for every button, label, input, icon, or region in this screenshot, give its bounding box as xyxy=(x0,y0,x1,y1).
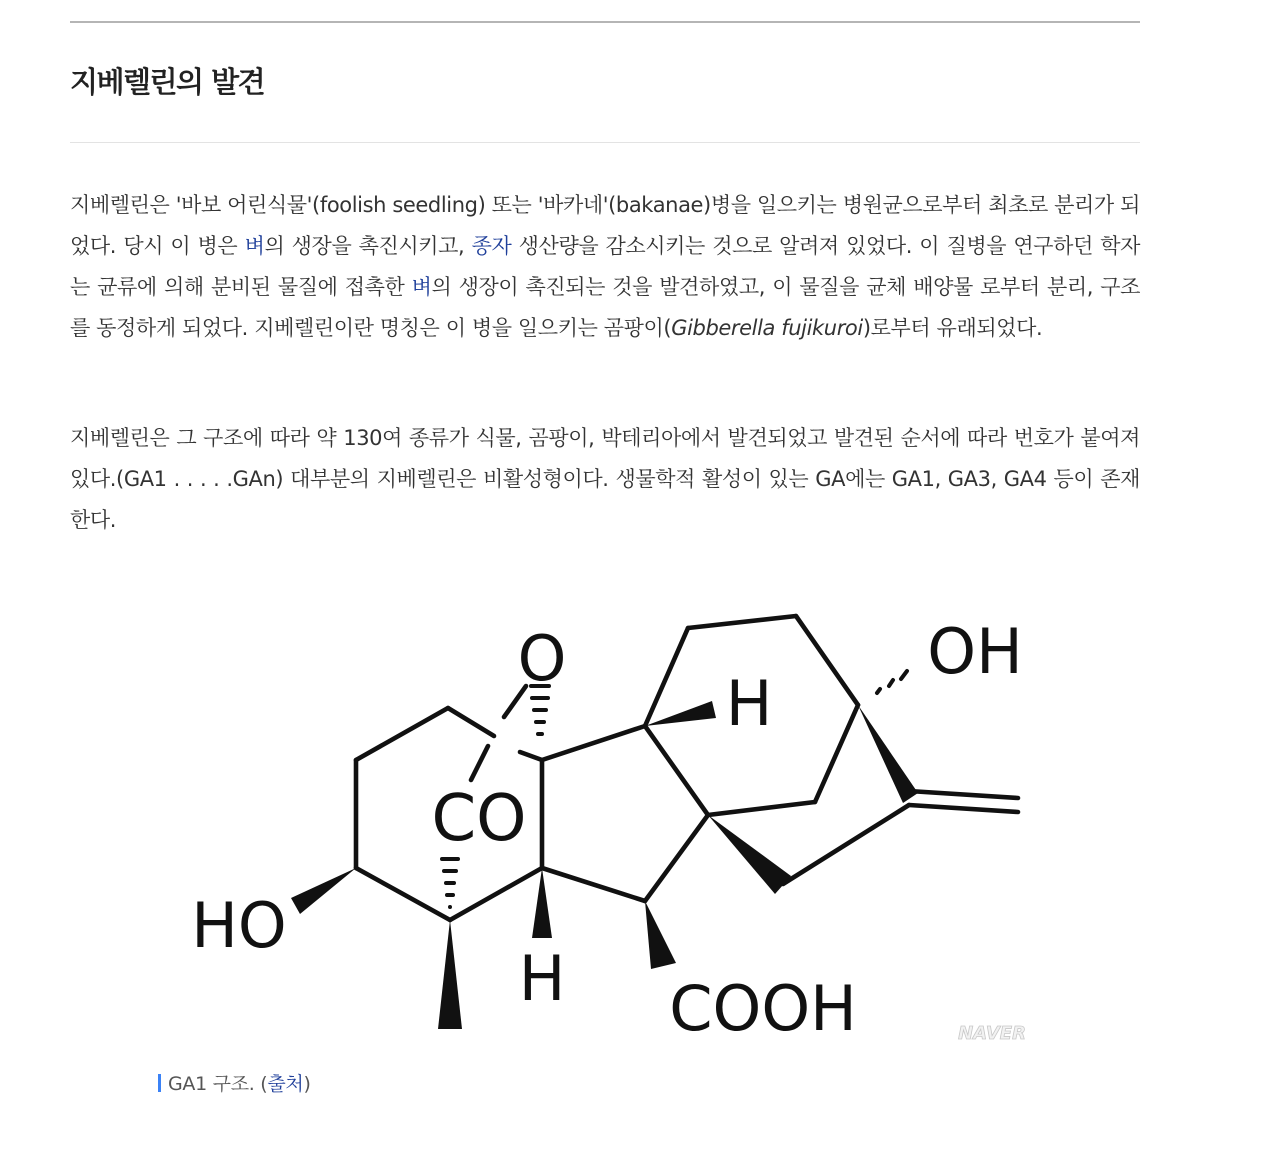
heading-divider xyxy=(70,142,1140,143)
section-heading: 지베렐린의 발견 xyxy=(70,65,265,99)
caption-accent-bar xyxy=(158,1074,161,1092)
caption-text: GA1 구조. ( xyxy=(168,1073,268,1095)
atom-carboxyl: COOH xyxy=(669,972,857,1045)
atom-carbonyl: CO xyxy=(431,782,527,856)
top-divider xyxy=(70,21,1140,23)
naver-watermark: NAVER xyxy=(958,1023,1026,1044)
ga1-structure-diagram xyxy=(180,596,1040,1046)
caption-source-link[interactable]: 출처 xyxy=(267,1073,304,1095)
single-bonds xyxy=(356,616,909,920)
link-seed[interactable]: 종자 xyxy=(471,234,512,258)
ga1-structure-figure xyxy=(180,596,1040,1046)
link-rice[interactable]: 벼 xyxy=(411,275,432,299)
atom-hydroxyl-left: HO xyxy=(191,889,287,962)
paragraph-text: 생산량을 감소시키는 것으로 알려져 있었다. 이 질병을 연구하던 학자는 균류에 의해 분비된 물질에 접촉한 xyxy=(70,234,1141,299)
paragraph-text: 의 생장을 촉진시키고, xyxy=(264,234,472,258)
atom-hydrogen-upper: H xyxy=(725,667,773,740)
species-name: Gibberella fujikuroi xyxy=(671,316,863,340)
paragraph-text: 의 생장이 촉진되는 것을 발견하였고, 이 물질을 균체 배양물 로부터 분리, 구조를 동정하게 되었다. 지베렐린이란 명칭은 이 병을 일으키는 곰팡이( xyxy=(70,275,1140,340)
paragraph-discovery xyxy=(70,185,1140,349)
paragraph-text: 지베렐린은 '바보 어린식물'(foolish seedling) 또는 '바카네'(bakanae)병을 일으키는 병원균으로부터 최초로 분리가 되었다. 당시 이 병은 xyxy=(70,193,1140,258)
link-rice[interactable]: 벼 xyxy=(244,234,265,258)
paragraph-text: )로부터 유래되었다. xyxy=(862,316,1043,340)
atom-hydrogen-lower: H xyxy=(518,942,566,1015)
atom-hydroxyl-right: OH xyxy=(927,615,1023,688)
figure-caption xyxy=(158,1071,311,1097)
caption-close: ) xyxy=(303,1073,311,1095)
atom-oxygen-top: O xyxy=(517,622,567,695)
paragraph-types: 지베렐린은 그 구조에 따라 약 130여 종류가 식물, 곰팡이, 박테리아에서 발견되었고 발견된 순서에 따라 번호가 붙여져 있다.(GA1 . . . . .GAn) 대부분의 지베렐린은 비활성형이다. 생물학적 활성이 있는 GA에는 GA1, GA3, GA4 등이 존재한다. xyxy=(70,426,1140,532)
